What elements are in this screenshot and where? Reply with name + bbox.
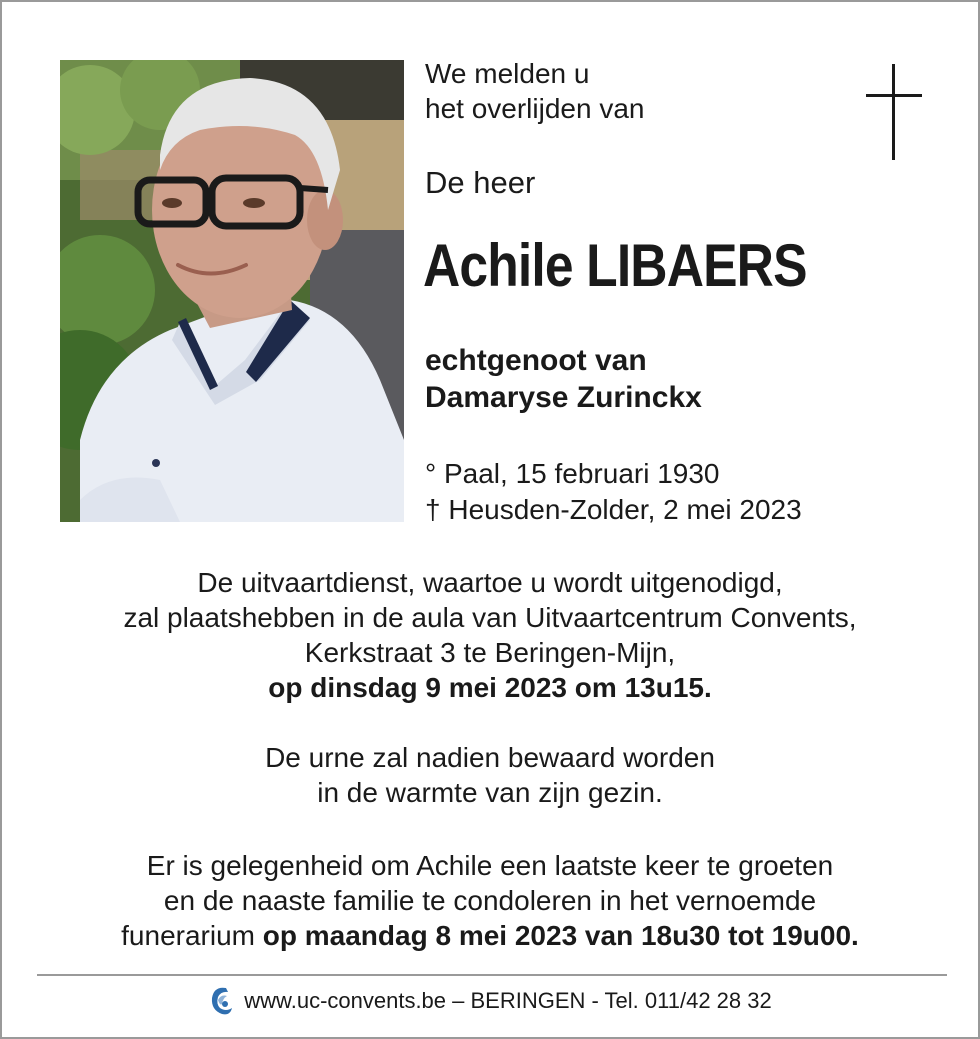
service-paragraph [2,565,978,705]
intro-line-1: We melden u [425,58,590,89]
salutation: De heer [425,165,536,200]
birth-date: ° Paal, 15 februari 1930 [425,458,720,489]
announcement-intro [425,56,644,126]
urn-paragraph [2,740,978,810]
life-dates [425,456,802,528]
urn-line-2: in de warmte van zijn gezin. [317,777,663,808]
spouse-info [425,342,702,416]
spouse-name: Damaryse Zurinckx [425,381,702,414]
visitation-line-3 [2,918,978,953]
spouse-line-1: echtgenoot van [425,344,647,377]
death-date: † Heusden-Zolder, 2 mei 2023 [425,494,802,525]
portrait-photo [60,60,404,522]
uc-convents-logo-icon [208,984,234,1018]
footer [2,984,978,1018]
service-line-1: De uitvaartdienst, waartoe u wordt uitgenodigd, [197,567,783,598]
visitation-line-1: Er is gelegenheid om Achile een laatste keer te groeten [146,850,834,881]
service-line-3: Kerkstraat 3 te Beringen-Mijn, [304,637,676,668]
visitation-datetime: op maandag 8 mei 2023 van 18u30 tot 19u00. [262,920,859,951]
service-line-2: zal plaatshebben in de aula van Uitvaartcentrum Convents, [123,602,857,633]
service-datetime: op dinsdag 9 mei 2023 om 13u15. [268,672,712,703]
cross-icon [864,64,924,160]
visitation-line-3-prefix: funerarium [121,920,263,951]
portrait-illustration [60,60,404,522]
visitation-line-2: en de naaste familie te condoleren in het vernoemde [163,885,817,916]
footer-contact: www.uc-convents.be – BERINGEN - Tel. 011/42 28 32 [244,988,772,1013]
visitation-paragraph [2,848,978,953]
urn-line-1: De urne zal nadien bewaard worden [265,742,715,773]
intro-line-2: het overlijden van [425,93,645,124]
footer-divider [37,974,947,976]
deceased-name: Achile LIBAERS [423,232,807,299]
